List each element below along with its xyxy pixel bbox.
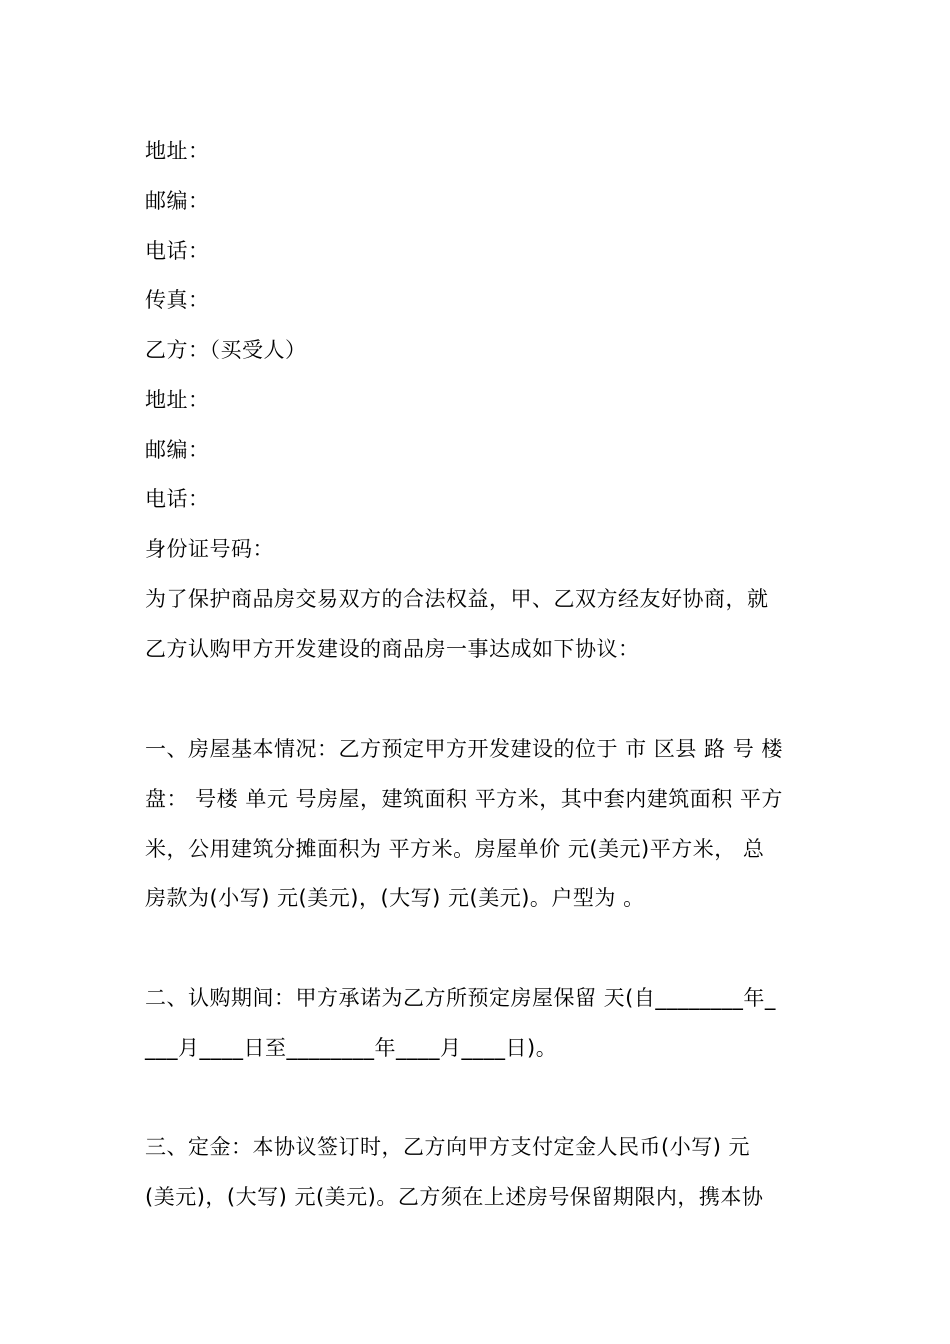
preamble-line: 乙方认购甲方开发建设的商品房一事达成如下协议： — [145, 637, 640, 661]
clause-3-line: (美元)，(大写) 元(美元)。乙方须在上述房号保留期限内，携本协 — [145, 1185, 764, 1209]
clause-3-line: 三、定金：本协议签订时，乙方向甲方支付定金人民币(小写) 元 — [145, 1135, 751, 1159]
party-b-title: 乙方：（买受人） — [145, 338, 307, 362]
party-a-fax: 传真： — [145, 288, 210, 312]
clause-2-line: 二、认购期间：甲方承诺为乙方所预定房屋保留 天(自________年_ — [145, 986, 776, 1010]
clause-1-line: 房款为(小写) 元(美元)，(大写) 元(美元)。户型为 。 — [145, 886, 645, 910]
party-b-phone: 电话： — [145, 487, 210, 511]
clause-1-line: 米，公用建筑分摊面积为 平方米。房屋单价 元(美元)平方米， 总 — [145, 837, 765, 861]
clause-1-line: 盘： 号楼 单元 号房屋，建筑面积 平方米，其中套内建筑面积 平方 — [145, 787, 783, 811]
preamble-line: 为了保护商品房交易双方的合法权益，甲、乙双方经友好协商，就 — [145, 587, 769, 611]
party-a-postcode: 邮编： — [145, 189, 210, 213]
clause-1-line: 一、房屋基本情况：乙方预定甲方开发建设的位于 市 区县 路 号 楼 — [145, 737, 783, 761]
party-b-address: 地址： — [145, 388, 210, 412]
party-b-id-number: 身份证号码： — [145, 537, 274, 561]
clause-2-line: ___月____日至________年____月____日)。 — [145, 1036, 558, 1060]
party-a-address: 地址： — [145, 139, 210, 163]
party-b-postcode: 邮编： — [145, 438, 210, 462]
party-a-phone: 电话： — [145, 239, 210, 263]
